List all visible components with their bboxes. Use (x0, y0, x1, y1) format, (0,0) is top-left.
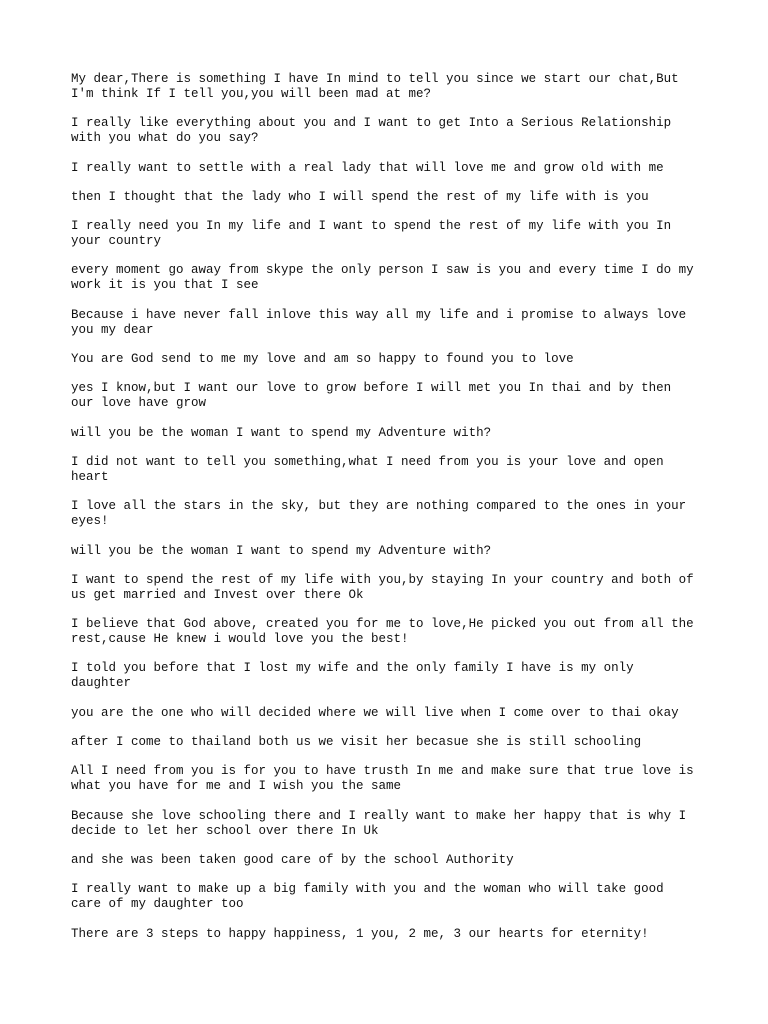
document-page (71, 72, 711, 956)
paragraph: after I come to thailand both us we visit her becasue she is still schooling (71, 735, 642, 750)
paragraph: You are God send to me my love and am so happy to found you to love (71, 352, 574, 367)
paragraph: I believe that God above, created you for me to love,He picked you out from all the rest,cause He knew i would love you the best! (71, 617, 694, 647)
paragraph: I want to spend the rest of my life with you,by staying In your country and both of us get married and Invest over there Ok (71, 572, 694, 602)
paragraph: My dear,There is something I have In mind to tell you since we start our chat,But I'm think If I tell you,you will been mad at me? (71, 72, 679, 101)
paragraph: All I need from you is for you to have trusth In me and make sure that true love is what you have for me and I wish you the same (71, 764, 694, 794)
paragraph: I really like everything about you and I want to get Into a Serious Relationship with you what do you say? (71, 116, 672, 146)
paragraph: I told you before that I lost my wife and the only family I have is my only daughter (71, 661, 634, 691)
paragraph: then I thought that the lady who I will spend the rest of my life with is you (71, 189, 649, 204)
paragraph: Because she love schooling there and I really want to make her happy that is why I decide to let her school over there In Uk (71, 808, 687, 838)
paragraph: Because i have never fall inlove this way all my life and i promise to always love you my dear (71, 307, 687, 337)
paragraph: I love all the stars in the sky, but they are nothing compared to the ones in your eyes! (71, 499, 687, 529)
paragraph: will you be the woman I want to spend my Adventure with? (71, 425, 492, 440)
paragraph: There are 3 steps to happy happiness, 1 you, 2 me, 3 our hearts for eternity! (71, 926, 649, 941)
paragraph: I did not want to tell you something,what I need from you is your love and open heart (71, 454, 664, 484)
paragraph: will you be the woman I want to spend my Adventure with? (71, 543, 492, 558)
paragraph: every moment go away from skype the only person I saw is you and every time I do my work it is you that I see (71, 263, 694, 293)
paragraph: you are the one who will decided where we will live when I come over to thai okay (71, 705, 679, 720)
paragraph: I really want to settle with a real lady that will love me and grow old with me (71, 160, 664, 175)
paragraph: I really want to make up a big family with you and the woman who will take good care of my daughter too (71, 882, 664, 912)
paragraph: I really need you In my life and I want to spend the rest of my life with you In your country (71, 219, 672, 249)
paragraph: yes I know,but I want our love to grow before I will met you In thai and by then our love have grow (71, 381, 672, 411)
paragraph: and she was been taken good care of by the school Authority (71, 852, 514, 867)
